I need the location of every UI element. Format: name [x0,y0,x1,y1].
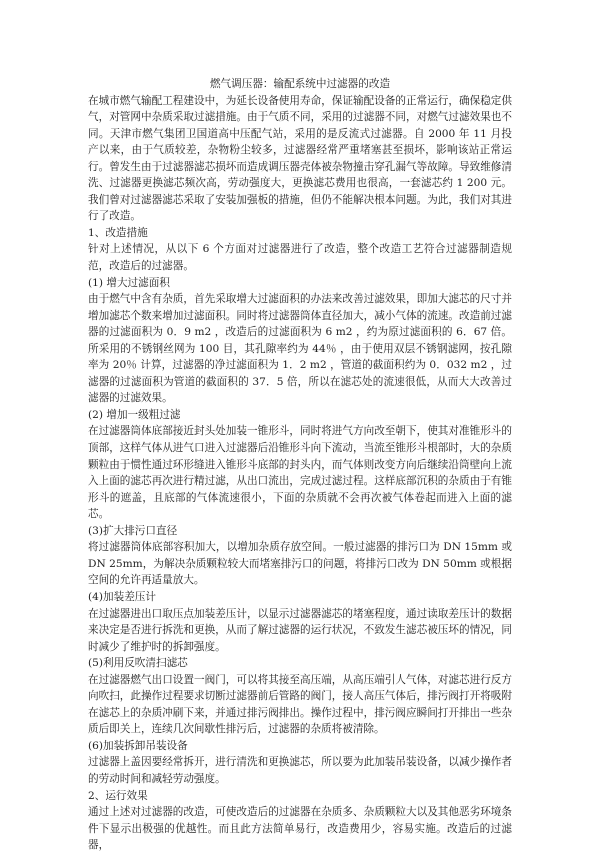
section-heading: 1、改造措施 [88,226,148,239]
body-paragraph: 通过上述对过滤器的改造，可使改造后的过滤器在杂质多、杂质颗粒大以及其他恶劣环境条件下显示出极强的优越性。而且此方法简单易行，改造费用少，容易实施。改造后的过滤器， [88,806,512,852]
section-heading: 2、运行效果 [88,789,148,802]
body-paragraph: 在过滤器进出口取压点加装差压计，以显示过滤器滤芯的堵塞程度，通过读取差压计的数据来决定是否进行拆洗和更换，从而了解过滤器的运行状况，不致发生滤芯被压坏的情况，同时减少了维护时的拆卸强度。 [88,607,512,653]
body-paragraph: 在城市燃气输配工程建设中，为延长设备使用寿命，保证输配设备的正常运行，确保稳定供气，对管网中杂质采取过滤措施。由于气质不同，采用的过滤器不同，对燃气过滤效果也不同。天津市燃气集团卫国道高中压配气站，采用的是反流式过滤器。自 2000 年 11 月投产以来，由于气质较差，杂物粉尘较多，过滤器经常严重堵塞甚至损坏，影响该站正常运行。曾发生由于过滤器滤芯损坏而造成调压器壳体被杂物撞击穿孔漏气等故障。导致维修清洗、过滤器更换滤芯频次高，劳动强度大，更换滤芯费用也很高，一套滤芯约 1 200 元。我们曾对过滤器滤芯采取了安装加强板的措施，但仍不能解决根本问题。为此，我们对其进行了改造。 [88,94,512,223]
subsection-heading: (1) 增大过滤面积 [88,276,170,289]
subsection-heading: (2) 增加一级粗过滤 [88,408,181,421]
subsection-heading: (4)加装差压计 [88,590,156,603]
subsection-heading: (5)利用反吹清扫滤芯 [88,657,188,670]
document-page [88,76,512,854]
subsection-heading: (6)加装拆卸吊装设备 [88,739,188,752]
body-paragraph: 将过滤器筒体底部容积加大，以增加杂质存放空间。一般过滤器的排污口为 DN 15mm 或 DN 25mm，为解决杂质颗粒较大而堵塞排污口的问题，将排污口改为 DN 50mm 或根据空间的允许再适量放大。 [88,541,512,587]
body-paragraph: 由于燃气中含有杂质，首先采取增大过滤面积的办法来改善过滤效果，即加大滤芯的尺寸并增加滤芯个数来增加过滤面积。同时将过滤器筒体直径加大，减小气体的流速。改造前过滤器的过滤面积为 0．9 m2 ，改造后的过滤面积为 6 m2 ，约为原过滤面积的 6．67 倍。所采用的不锈钢丝网为 100 目，其孔隙率约为 44％ ，由于使用双层不锈钢滤网，按孔隙率为 20％ 计算，过滤器的净过滤面积为 1．2 m2 ，管道的截面积约为 0．032 m2 ，过滤器的过滤面积为管道的截面积的 37．5 倍，所以在滤芯处的流速很低，从而大大改善过滤器的过滤效果。 [88,293,512,405]
body-paragraph: 针对上述情况，从以下 6 个方面对过滤器进行了改造，整个改造工艺符合过滤器制造规范，改造后的过滤器。 [88,243,512,273]
body-paragraph: 过滤器上盖因要经常拆开，进行清洗和更换滤芯，所以要为此加装吊装设备，以减少操作者的劳动时间和减轻劳动强度。 [88,756,512,785]
subsection-heading: (3)扩大排污口直径 [88,524,178,537]
body-paragraph: 在过滤器筒体底部接近封头处加装一锥形斗，同时将进气方向改至朝下，使其对准锥形斗的顶部，这样气体从进气口进入过滤器后沿锥形斗向下流动，当流至锥形斗根部时，大的杂质颗粒由于惯性通过环形缝进入锥形斗底部的封头内，而气体则改变方向后继续沿筒壁向上流入上面的滤芯再次进行精过滤，从出口流出，完成过滤过程。这样底部沉积的杂质由于有锥形斗的遮盖，且底部的气体流速很小，下面的杂质就不会再次被气体卷起而进入上面的滤芯。 [88,425,512,521]
document-title: 燃气调压器：输配系统中过滤器的改造 [209,78,391,90]
body-paragraph: 在过滤器燃气出口设置一阀门，可以将其接至高压端，从高压端引人气体，对滤芯进行反方向吹扫，此操作过程要求切断过滤器前后管路的阀门，接人高压气体后，排污阀打开将吸附在滤芯上的杂质冲刷下来，并通过排污阀排出。操作过程中，排污阀应瞬间打开排出一些杂质后即关上，连续几次间歇性排污后，过滤器的杂质将被清除。 [88,673,512,736]
